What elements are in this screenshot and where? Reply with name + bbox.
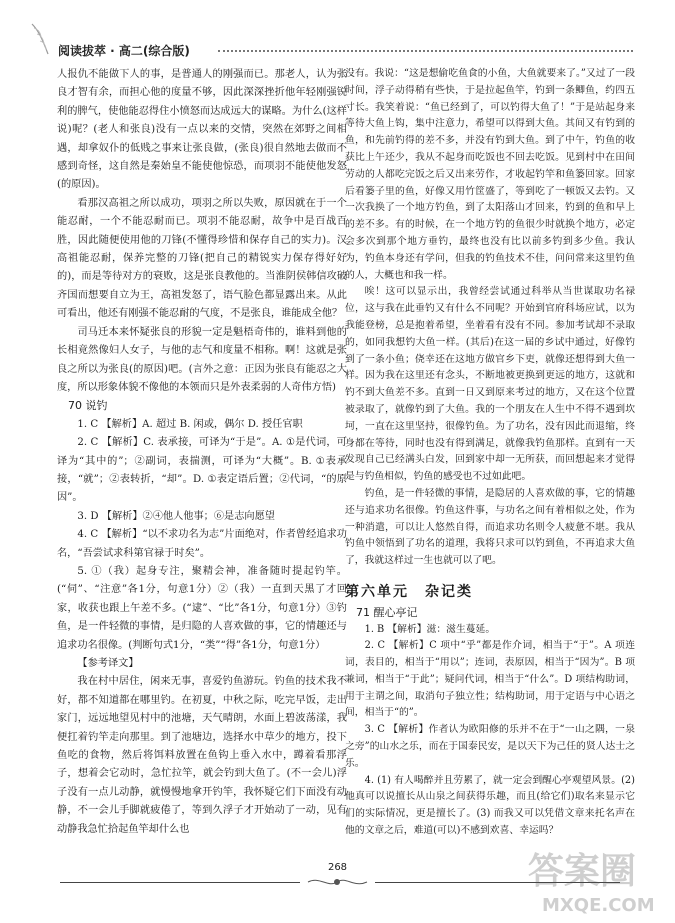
paragraph: 【参考译文】	[77, 658, 139, 669]
paragraph: 2. C 【解析】C. 表承接，可译为“于是”。A. ①是代词，可译为“其中的”；②副词，表揣测，可译为“大概”。B. ①表承接，“就”；②表转折，“却”。D. ①表定语后置；②代词，“的原因”。	[57, 437, 347, 504]
right-column	[345, 66, 635, 840]
paragraph: 5. ①（我）起身专注，聚精会神，准备随时提起钓竿。(“伺”、“注意”各1分，句意1分）②（我）一直到天黑了才回家，收获也跟上午差不多。(“逮”、“比”各1分，句意1分）③钓鱼，是一件轻微的事情，是归隐的人喜欢做的事，它的情趣还与追求功名很像。(判断句式1分，“类”“得”各1分，句意1分）	[57, 565, 347, 651]
paragraph: 3. D 【解析】②④他人他事；⑥是志向愿望	[77, 510, 275, 522]
paragraph: 没有。我说：“这是想偷吃鱼食的小鱼，大鱼就要来了。”又过了一段时间，浮子动得稍有些快，于是拉起鱼竿，钓到一条鲫鱼，约四五寸长。我笑着说：“鱼已经到了，可以钓得大鱼了！”于是站起身来等待大鱼上钩，集中注意力，希望可以得到大鱼。其间又有钓到的鱼，和先前钓得的差不多，并没有钓到大鱼。到了中午，钓鱼的收获比上午还少，我从不起身而吃饭也不回去吃饭。见到村中在田间劳动的人都吃完饭之后又出来劳作，才收起钓竿和鱼篓回家。回家后看篓子里的鱼，好像又用竹筐盛了，等到吃了一顿饭又去钓。又一次我换了一个地方钓鱼，到了太阳落山才回来，钓到的鱼和早上的差不多。有的时候，在一个地方钓的鱼很少时就换个地方，必定会多次到那个地方垂钓，最终也没有比以前多钓到多少鱼。我认为，钓鱼本身还有学问，但我的钓鱼技术不佳，问问常来这里钓鱼的人，大概也和我一样。	[345, 68, 635, 281]
paragraph: 1. B 【解析】滋：滋生蔓延。	[364, 623, 496, 635]
footer-ornament-icon	[300, 874, 375, 890]
paragraph: 1. C 【解析】A. 超过 B. 闲或，偶尔 D. 授任官职	[77, 418, 303, 430]
paragraph: 唉！这可以显示出，我曾经尝试通过科举从当世谋取功名禄位，这与我在此垂钓又有什么不同呢？开始到官府科场应试，以为我能登榜，总是抱着希望，坐着看有没有不同。参加考试却不录取的，如同我想钓大鱼一样。(其后)在这一届的乡试中通过，好像钓到了一条小鱼；侥幸还在这地方做官乡下吏，就像还想得到大鱼一样。因为我在这里还有念头，不断地被更换到更远的地方，这就和钓不到大鱼差不多。直到一日又到原来考过的地方，又在这个位置被录取了，就像钓到了大鱼。我的一个朋友在人生中不得不遇到坎坷，一直在这里坚持，很像钓鱼。为了功名，没有因此而退缩，终身都在等待，同时也没有得到满足，就像我钓鱼那样。直到有一天发现自己已经满头白发，回到家中却一无所获，而回想起来才觉得是与钓鱼相似，钓鱼的感受也不过如此吧。	[345, 286, 635, 483]
paragraph: 2. C 【解析】C 项中“乎”都是作介词，相当于“于”。A 项连词，表目的，相当于“用以”；连词，表原因，相当于“因为”。B 项兼词，相当于“于此”；疑问代词，相当于“什么”。D 项结构助词，用于主谓之间，取消句子独立性；结构助词，用于定语与中心语之间，相当于“的”。	[345, 640, 635, 719]
paragraph: 4. C 【解析】“以不求功名为志”片面绝对，作者曾经追求功名，“吾尝试求科第官禄于时矣”。	[57, 529, 347, 559]
page-number: 268	[327, 862, 348, 873]
header-title: 阅读拔萃 · 高二(综合版)	[58, 44, 190, 58]
header-dotted-rule	[218, 50, 633, 52]
paragraph: 4. (1) 有人喝醉并且劳累了，就一定会到醒心亭观望风景。(2) 他真可以说擅长从山泉之间获得乐趣，而且(给它们)取名来显示它们的实际情况，更是擅长了。(3) 而我又可以凭借文章来托名声在他的文章之后，难道(可以)不感到欢喜、幸运吗？	[345, 774, 635, 837]
left-column	[57, 66, 347, 839]
page-header	[28, 20, 628, 58]
paragraph: 我在村中居住，闲来无事，喜爱钓鱼游玩。钓鱼的技术我不好，都不知道都在哪里钓。在初夏，中秋之际，吃完早饭，走出家门，远远地望见村中的池塘，天气晴朗，水面上碧波荡漾，我便扛着钓竿走向那里。到了池塘边，选择水中草少的地方，投下鱼吃的食物，然后将饵料放置在鱼钩上垂入水中，蹲着看那浮子，想着会它动时，急忙拉竿，就会钓到大鱼了。(不一会儿)浮子没有一点儿动静，就慢慢地拿开钓竿，我怀疑它们下面没有动静，不一会儿手脚就疲倦了，等到久浮子才开始动了一动，见有动静我急忙拾起鱼竿却什么也	[57, 676, 347, 835]
paragraph: 钓鱼，是一件轻微的事情，是隐居的人喜欢做的事，它的情趣还与追求功名很像。钓鱼这件事，与功名之间有着相似之处，作为一种消遣，可以让人悠然自得，而追求功名则令人疲惫不堪。我从钓鱼中领悟到了功名的道理，我将只求可以钓到鱼，不再追求大鱼了，我就这样过一生也就可以了吧。	[345, 487, 635, 567]
paragraph: 3. C 【解析】作者认为欧阳修的乐并不在于“一山之隅，一泉之旁”的山水之乐，而在于国泰民安，是以天下为己任的贤人达士之乐。	[345, 724, 635, 769]
feather-ornament-icon	[28, 20, 54, 58]
paragraph: 人报仇不能做下人的事，是普通人的刚强而已。那老人，认为张良才智有余，而担心他的度量不够，因此深深挫折他年轻刚强锐利的脾气，使他能忍得住小愤怒而达成远大的谋略。为什么(这样说)呢？(老人和张良)没有一点以来的交情，突然在郊野之间相遇，却拿奴仆的低贱之事来让张良做，(张良)很自然地去做而不感到奇怪，这自然是秦始皇不能使他惊恐，而项羽不能使他发怒(的原因)。	[57, 69, 347, 191]
watermark-logo	[520, 835, 670, 920]
svg-text:MXQE.COM: MXQE.COM	[542, 895, 655, 916]
section-heading: 71 醒心亭记	[356, 605, 418, 619]
paragraph: 看那汉高祖之所以成功，项羽之所以失败，原因就在于一个能忍耐，一个不能忍耐而已。项羽不能忍耐，故争中是百战百胜，因此随便使用他的刀锋(不懂得珍惜和保存自己的实力)。汉高祖能忍耐，保养完整的刀锋(把自己的精锐实力保存得好好的)，而是等待对方的衰败，这是张良教他的。当淮阴侯韩信攻破齐国而想要自立为王，高祖发怒了，语气脸色都显露出来。从此可看出，他还有刚强不能忍耐的气度，不是张良，谁能成全他？	[57, 197, 347, 320]
paragraph: 司马迁本来怀疑张良的形貌一定是魁梧奇伟的，谁料到他的长相竟然像妇人女子，与他的志气和度量不相称。啊！这就是张良之所以为张良(的原因)吧。(言外之意：正因为张良有能忍之大度，所以形象体貌不像他的本领而只是外表柔弱的人奇伟方悟)	[57, 326, 347, 393]
section-heading: 70 说钓	[68, 399, 108, 413]
unit-title: 第六单元 杂记类	[345, 583, 473, 600]
svg-text:答案圈: 答案圈	[528, 851, 637, 892]
